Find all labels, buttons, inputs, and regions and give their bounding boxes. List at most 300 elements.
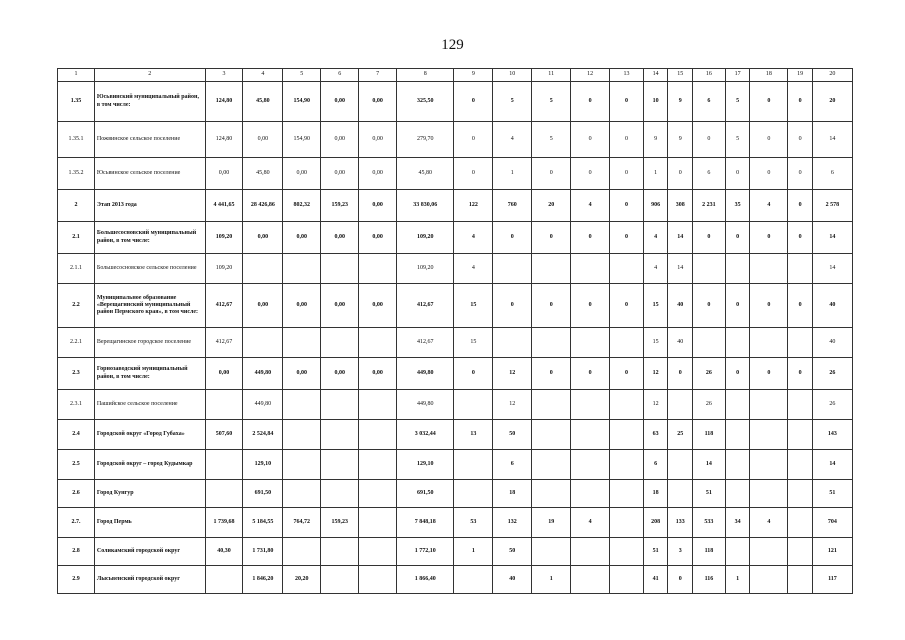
value-cell <box>321 390 359 420</box>
value-cell: 26 <box>693 390 726 420</box>
value-cell <box>725 420 750 450</box>
value-cell: 691,50 <box>397 480 454 508</box>
row-name-cell: Пашийское сельское поселение <box>94 390 205 420</box>
value-cell: 26 <box>812 358 852 390</box>
value-cell: 0 <box>610 190 644 222</box>
value-cell: 0,00 <box>359 190 397 222</box>
value-cell: 0 <box>571 222 610 254</box>
value-cell: 34 <box>725 508 750 538</box>
value-cell <box>454 390 493 420</box>
row-number-cell: 2 <box>58 190 95 222</box>
value-cell: 507,60 <box>205 420 243 450</box>
value-cell <box>750 420 788 450</box>
row-name-cell: Лысьвенский городской округ <box>94 566 205 594</box>
value-cell: 0 <box>610 122 644 158</box>
value-cell <box>610 420 644 450</box>
value-cell <box>359 566 397 594</box>
value-cell: 4 <box>643 222 668 254</box>
column-header: 1 <box>58 69 95 82</box>
value-cell: 0 <box>571 284 610 328</box>
value-cell: 1 772,10 <box>397 538 454 566</box>
row-name-cell: Верещагинское городское поселение <box>94 328 205 358</box>
value-cell <box>788 254 813 284</box>
value-cell <box>283 450 321 480</box>
table-row <box>58 538 853 566</box>
value-cell: 5 <box>725 82 750 122</box>
value-cell <box>750 566 788 594</box>
row-name-cell: Пожвинское сельское поселение <box>94 122 205 158</box>
value-cell: 109,20 <box>205 222 243 254</box>
value-cell: 50 <box>493 420 532 450</box>
value-cell: 159,23 <box>321 190 359 222</box>
value-cell <box>750 450 788 480</box>
value-cell: 159,23 <box>321 508 359 538</box>
value-cell: 704 <box>812 508 852 538</box>
value-cell <box>321 566 359 594</box>
value-cell <box>532 480 571 508</box>
value-cell <box>359 390 397 420</box>
column-header: 20 <box>812 69 852 82</box>
value-cell: 51 <box>812 480 852 508</box>
value-cell: 0 <box>532 222 571 254</box>
value-cell: 15 <box>454 328 493 358</box>
value-cell: 802,32 <box>283 190 321 222</box>
row-number-cell: 2.7. <box>58 508 95 538</box>
value-cell <box>321 420 359 450</box>
table-row <box>58 508 853 538</box>
value-cell: 28 426,86 <box>243 190 283 222</box>
value-cell: 9 <box>668 122 693 158</box>
value-cell: 13 <box>454 420 493 450</box>
column-header: 11 <box>532 69 571 82</box>
value-cell: 0 <box>693 222 726 254</box>
value-cell: 449,80 <box>243 358 283 390</box>
value-cell: 4 <box>454 254 493 284</box>
value-cell <box>788 328 813 358</box>
column-header: 7 <box>359 69 397 82</box>
value-cell: 0 <box>788 122 813 158</box>
value-cell: 0 <box>454 122 493 158</box>
column-header: 18 <box>750 69 788 82</box>
value-cell: 53 <box>454 508 493 538</box>
value-cell: 15 <box>643 284 668 328</box>
table-row <box>58 328 853 358</box>
value-cell: 50 <box>493 538 532 566</box>
row-number-cell: 2.4 <box>58 420 95 450</box>
value-cell: 45,80 <box>397 158 454 190</box>
value-cell: 0,00 <box>359 222 397 254</box>
value-cell: 0 <box>788 284 813 328</box>
value-cell: 124,80 <box>205 122 243 158</box>
value-cell: 6 <box>693 82 726 122</box>
value-cell <box>205 450 243 480</box>
value-cell: 533 <box>693 508 726 538</box>
value-cell: 691,50 <box>243 480 283 508</box>
value-cell <box>610 538 644 566</box>
value-cell <box>359 420 397 450</box>
value-cell: 40 <box>668 328 693 358</box>
value-cell <box>205 566 243 594</box>
value-cell <box>610 480 644 508</box>
value-cell: 14 <box>812 122 852 158</box>
value-cell: 2 524,84 <box>243 420 283 450</box>
table-row <box>58 158 853 190</box>
value-cell <box>493 254 532 284</box>
value-cell: 279,70 <box>397 122 454 158</box>
table-row <box>58 82 853 122</box>
value-cell: 449,80 <box>243 390 283 420</box>
value-cell: 0,00 <box>321 222 359 254</box>
value-cell: 15 <box>454 284 493 328</box>
value-cell <box>571 538 610 566</box>
column-header: 4 <box>243 69 283 82</box>
value-cell: 0 <box>610 158 644 190</box>
value-cell: 0,00 <box>359 122 397 158</box>
value-cell: 20,20 <box>283 566 321 594</box>
value-cell <box>668 450 693 480</box>
value-cell: 4 <box>643 254 668 284</box>
value-cell <box>750 480 788 508</box>
value-cell <box>359 480 397 508</box>
value-cell <box>359 328 397 358</box>
value-cell <box>725 450 750 480</box>
value-cell: 412,67 <box>397 284 454 328</box>
value-cell <box>532 538 571 566</box>
value-cell: 14 <box>693 450 726 480</box>
column-header: 13 <box>610 69 644 82</box>
table-row <box>58 284 853 328</box>
row-name-cell: Этап 2013 года <box>94 190 205 222</box>
value-cell: 5 <box>532 122 571 158</box>
value-cell: 0 <box>571 122 610 158</box>
value-cell <box>668 480 693 508</box>
value-cell: 0,00 <box>359 82 397 122</box>
column-header: 9 <box>454 69 493 82</box>
value-cell <box>788 480 813 508</box>
value-cell: 0 <box>571 82 610 122</box>
value-cell: 0 <box>750 82 788 122</box>
value-cell: 764,72 <box>283 508 321 538</box>
value-cell: 3 032,44 <box>397 420 454 450</box>
value-cell <box>571 390 610 420</box>
value-cell: 0 <box>454 358 493 390</box>
value-cell: 0,00 <box>205 158 243 190</box>
value-cell: 12 <box>493 358 532 390</box>
value-cell: 760 <box>493 190 532 222</box>
value-cell: 0 <box>610 222 644 254</box>
table-row <box>58 122 853 158</box>
column-header: 16 <box>693 69 726 82</box>
value-cell: 26 <box>812 390 852 420</box>
value-cell: 0 <box>610 284 644 328</box>
value-cell: 0,00 <box>359 358 397 390</box>
value-cell: 121 <box>812 538 852 566</box>
table-row <box>58 566 853 594</box>
value-cell: 906 <box>643 190 668 222</box>
value-cell: 143 <box>812 420 852 450</box>
value-cell: 116 <box>693 566 726 594</box>
row-number-cell: 1.35 <box>58 82 95 122</box>
value-cell <box>532 254 571 284</box>
value-cell <box>610 390 644 420</box>
row-number-cell: 2.3 <box>58 358 95 390</box>
column-header: 15 <box>668 69 693 82</box>
value-cell: 6 <box>493 450 532 480</box>
value-cell: 0 <box>788 358 813 390</box>
value-cell: 0 <box>571 358 610 390</box>
value-cell: 20 <box>532 190 571 222</box>
row-number-cell: 1.35.1 <box>58 122 95 158</box>
value-cell <box>321 480 359 508</box>
value-cell: 0,00 <box>283 158 321 190</box>
value-cell <box>788 390 813 420</box>
value-cell: 0 <box>493 284 532 328</box>
value-cell: 133 <box>668 508 693 538</box>
value-cell: 0 <box>493 222 532 254</box>
value-cell: 1 <box>532 566 571 594</box>
value-cell <box>571 450 610 480</box>
table-body <box>58 82 853 594</box>
value-cell: 4 <box>750 508 788 538</box>
value-cell: 0,00 <box>321 284 359 328</box>
value-cell: 0,00 <box>283 358 321 390</box>
value-cell <box>205 390 243 420</box>
value-cell: 40 <box>812 328 852 358</box>
value-cell: 9 <box>643 122 668 158</box>
value-cell: 0 <box>725 358 750 390</box>
value-cell <box>454 450 493 480</box>
value-cell <box>283 420 321 450</box>
value-cell <box>321 538 359 566</box>
value-cell <box>493 328 532 358</box>
value-cell: 0 <box>610 358 644 390</box>
value-cell: 0,00 <box>283 222 321 254</box>
value-cell: 6 <box>693 158 726 190</box>
value-cell: 124,80 <box>205 82 243 122</box>
value-cell: 412,67 <box>397 328 454 358</box>
row-name-cell: Городской округ – город Кудымкар <box>94 450 205 480</box>
value-cell <box>532 450 571 480</box>
value-cell <box>788 450 813 480</box>
value-cell <box>454 480 493 508</box>
table-row <box>58 480 853 508</box>
value-cell <box>321 328 359 358</box>
value-cell: 0 <box>571 158 610 190</box>
value-cell: 0 <box>454 158 493 190</box>
value-cell: 2 578 <box>812 190 852 222</box>
value-cell: 41 <box>643 566 668 594</box>
value-cell: 449,80 <box>397 358 454 390</box>
value-cell <box>359 508 397 538</box>
value-cell: 0 <box>788 190 813 222</box>
value-cell <box>283 480 321 508</box>
value-cell <box>454 566 493 594</box>
value-cell: 0 <box>532 158 571 190</box>
value-cell <box>725 254 750 284</box>
value-cell: 1 866,40 <box>397 566 454 594</box>
value-cell: 5 <box>725 122 750 158</box>
value-cell <box>610 254 644 284</box>
row-name-cell: Большесосновское сельское поселение <box>94 254 205 284</box>
row-name-cell: Горнозаводский муниципальный район, в том числе: <box>94 358 205 390</box>
row-name-cell: Юсьвинское сельское поселение <box>94 158 205 190</box>
value-cell <box>693 254 726 284</box>
value-cell: 0 <box>725 158 750 190</box>
value-cell: 6 <box>812 158 852 190</box>
value-cell <box>359 450 397 480</box>
value-cell <box>321 254 359 284</box>
value-cell: 14 <box>812 450 852 480</box>
value-cell <box>571 420 610 450</box>
row-name-cell: Соликамский городской округ <box>94 538 205 566</box>
value-cell: 0 <box>750 358 788 390</box>
row-name-cell: Муниципальное образование «Верещагинский муниципальный район Пермского края», в том числе: <box>94 284 205 328</box>
value-cell: 19 <box>532 508 571 538</box>
value-cell: 117 <box>812 566 852 594</box>
column-header: 14 <box>643 69 668 82</box>
value-cell: 109,20 <box>397 222 454 254</box>
value-cell: 10 <box>643 82 668 122</box>
column-header: 2 <box>94 69 205 82</box>
value-cell: 154,90 <box>283 122 321 158</box>
row-number-cell: 1.35.2 <box>58 158 95 190</box>
row-number-cell: 2.2.1 <box>58 328 95 358</box>
value-cell: 51 <box>643 538 668 566</box>
value-cell: 14 <box>812 254 852 284</box>
table-row <box>58 254 853 284</box>
value-cell <box>788 538 813 566</box>
value-cell: 0 <box>750 284 788 328</box>
value-cell <box>283 254 321 284</box>
value-cell: 0,00 <box>321 122 359 158</box>
value-cell: 0,00 <box>283 284 321 328</box>
value-cell: 0,00 <box>243 122 283 158</box>
value-cell: 129,10 <box>397 450 454 480</box>
value-cell: 412,67 <box>205 328 243 358</box>
value-cell: 449,80 <box>397 390 454 420</box>
value-cell: 33 830,06 <box>397 190 454 222</box>
value-cell: 0 <box>725 284 750 328</box>
value-cell: 2 231 <box>693 190 726 222</box>
row-name-cell: Большесосновский муниципальный район, в том числе: <box>94 222 205 254</box>
value-cell <box>725 538 750 566</box>
value-cell: 0 <box>788 82 813 122</box>
value-cell <box>750 254 788 284</box>
value-cell: 0 <box>750 158 788 190</box>
value-cell: 45,80 <box>243 82 283 122</box>
value-cell <box>725 328 750 358</box>
table-row <box>58 222 853 254</box>
value-cell: 1 <box>725 566 750 594</box>
table-row <box>58 390 853 420</box>
value-cell: 7 848,18 <box>397 508 454 538</box>
value-cell: 0,00 <box>243 284 283 328</box>
value-cell: 132 <box>493 508 532 538</box>
column-header: 12 <box>571 69 610 82</box>
value-cell: 1 <box>643 158 668 190</box>
value-cell: 154,90 <box>283 82 321 122</box>
value-cell <box>532 420 571 450</box>
value-cell <box>788 420 813 450</box>
value-cell <box>321 450 359 480</box>
value-cell: 0 <box>610 82 644 122</box>
row-number-cell: 2.8 <box>58 538 95 566</box>
value-cell: 0 <box>668 566 693 594</box>
table-row <box>58 420 853 450</box>
value-cell <box>750 328 788 358</box>
value-cell: 1 731,80 <box>243 538 283 566</box>
value-cell: 40 <box>668 284 693 328</box>
value-cell: 1 739,68 <box>205 508 243 538</box>
value-cell: 0 <box>788 158 813 190</box>
value-cell: 12 <box>493 390 532 420</box>
value-cell: 9 <box>668 82 693 122</box>
row-number-cell: 2.1.1 <box>58 254 95 284</box>
value-cell <box>205 480 243 508</box>
value-cell: 12 <box>643 390 668 420</box>
table-row <box>58 190 853 222</box>
value-cell: 26 <box>693 358 726 390</box>
value-cell: 0,00 <box>359 158 397 190</box>
value-cell: 18 <box>493 480 532 508</box>
value-cell: 1 846,20 <box>243 566 283 594</box>
header-row <box>58 69 853 82</box>
value-cell: 0 <box>454 82 493 122</box>
value-cell: 5 184,55 <box>243 508 283 538</box>
value-cell: 40,30 <box>205 538 243 566</box>
value-cell <box>788 566 813 594</box>
value-cell: 0 <box>532 358 571 390</box>
value-cell: 0 <box>725 222 750 254</box>
value-cell: 4 <box>571 190 610 222</box>
value-cell: 4 <box>571 508 610 538</box>
value-cell: 25 <box>668 420 693 450</box>
row-number-cell: 2.3.1 <box>58 390 95 420</box>
value-cell <box>532 390 571 420</box>
value-cell: 0 <box>693 284 726 328</box>
value-cell: 0,00 <box>321 358 359 390</box>
value-cell: 35 <box>725 190 750 222</box>
value-cell: 109,20 <box>397 254 454 284</box>
value-cell: 0 <box>668 158 693 190</box>
value-cell <box>668 390 693 420</box>
value-cell: 412,67 <box>205 284 243 328</box>
value-cell: 109,20 <box>205 254 243 284</box>
value-cell: 0,00 <box>359 284 397 328</box>
column-header: 3 <box>205 69 243 82</box>
value-cell: 14 <box>812 222 852 254</box>
value-cell: 0 <box>750 222 788 254</box>
value-cell: 0 <box>532 284 571 328</box>
value-cell: 129,10 <box>243 450 283 480</box>
value-cell <box>693 328 726 358</box>
value-cell: 1 <box>493 158 532 190</box>
value-cell: 4 <box>493 122 532 158</box>
value-cell: 0,00 <box>205 358 243 390</box>
value-cell <box>725 480 750 508</box>
data-table <box>57 68 853 594</box>
row-name-cell: Город Кунгур <box>94 480 205 508</box>
value-cell: 3 <box>668 538 693 566</box>
value-cell: 12 <box>643 358 668 390</box>
column-header: 8 <box>397 69 454 82</box>
value-cell: 308 <box>668 190 693 222</box>
row-number-cell: 2.2 <box>58 284 95 328</box>
value-cell: 4 <box>454 222 493 254</box>
value-cell <box>283 328 321 358</box>
value-cell <box>788 508 813 538</box>
page-number: 129 <box>441 37 464 53</box>
